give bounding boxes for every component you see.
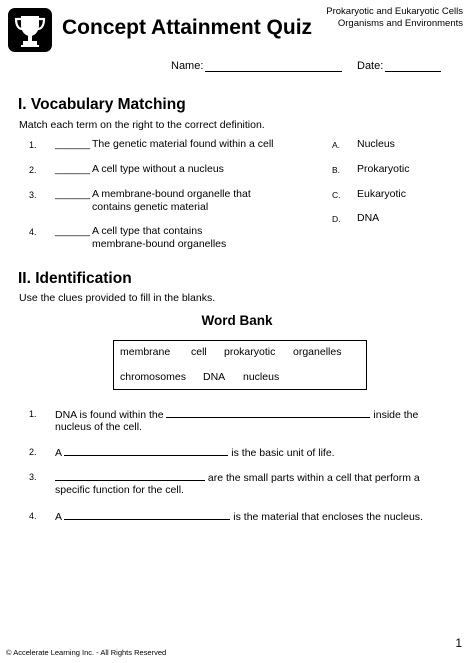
definition-text: membrane-bound organelles bbox=[92, 238, 227, 250]
date-field[interactable] bbox=[385, 71, 441, 72]
instructions: Match each term on the right to the correct definition. bbox=[19, 119, 265, 131]
clue-text: DNA is found within the bbox=[55, 409, 164, 421]
option-term: DNA bbox=[357, 212, 380, 224]
word-bank-term: membrane bbox=[120, 346, 171, 358]
answer-blank[interactable] bbox=[64, 445, 228, 456]
item-number: 1. bbox=[29, 409, 37, 419]
answer-blank[interactable]: ______ bbox=[55, 163, 91, 175]
item-number: 4. bbox=[29, 227, 37, 237]
clue-text: inside the bbox=[373, 409, 419, 421]
trophy-icon bbox=[8, 8, 52, 52]
name-label: Name: bbox=[171, 60, 204, 72]
section-title: II. Identification bbox=[18, 270, 132, 287]
answer-blank[interactable]: ______ bbox=[55, 138, 91, 150]
word-bank-term: chromosomes bbox=[120, 371, 186, 383]
word-bank-title: Word Bank bbox=[201, 313, 273, 328]
subject-line: Organisms and Environments bbox=[337, 18, 463, 29]
item-number: 3. bbox=[29, 472, 37, 482]
answer-blank[interactable] bbox=[64, 509, 230, 520]
item-number: 3. bbox=[29, 190, 37, 200]
option-term: Nucleus bbox=[357, 138, 395, 150]
definition-text: A cell type that contains bbox=[92, 225, 203, 237]
word-bank-term: DNA bbox=[203, 371, 226, 383]
subject-line: Prokaryotic and Eukaryotic Cells bbox=[326, 6, 463, 17]
definition-text: A cell type without a nucleus bbox=[92, 163, 224, 175]
page-title: Concept Attainment Quiz bbox=[62, 16, 313, 39]
definition-text: contains genetic material bbox=[92, 201, 209, 213]
logo bbox=[8, 8, 52, 52]
word-bank-term: cell bbox=[191, 346, 207, 358]
definition-text: The genetic material found within a cell bbox=[92, 138, 274, 150]
answer-blank[interactable]: ______ bbox=[55, 225, 91, 237]
word-bank-term: prokaryotic bbox=[224, 346, 276, 358]
answer-blank[interactable]: ______ bbox=[55, 188, 91, 200]
item-number: 4. bbox=[29, 511, 37, 521]
instructions: Use the clues provided to fill in the blanks. bbox=[19, 292, 216, 304]
option-letter: A. bbox=[332, 140, 341, 150]
name-field[interactable] bbox=[205, 71, 342, 72]
clue-text: A bbox=[55, 511, 62, 523]
clue-text: nucleus of the cell. bbox=[55, 421, 142, 433]
option-letter: B. bbox=[332, 165, 341, 175]
option-term: Eukaryotic bbox=[357, 188, 407, 200]
definition-text: A membrane-bound organelle that bbox=[92, 188, 251, 200]
section-title: I. Vocabulary Matching bbox=[18, 96, 186, 113]
word-bank-term: nucleus bbox=[243, 371, 280, 383]
clue-text: are the small parts within a cell that perform a bbox=[207, 472, 420, 484]
answer-blank[interactable] bbox=[166, 407, 370, 418]
word-bank-term: organelles bbox=[293, 346, 342, 358]
option-letter: C. bbox=[332, 190, 341, 200]
clue-text: A bbox=[55, 447, 62, 459]
word-bank bbox=[113, 340, 367, 390]
clue-text: is the basic unit of life. bbox=[231, 447, 335, 459]
date-label: Date: bbox=[357, 60, 384, 72]
clue-text: is the material that encloses the nucleus. bbox=[233, 511, 423, 523]
answer-blank[interactable] bbox=[55, 470, 205, 481]
copyright-text: © Accelerate Learning Inc. - All Rights Reserved bbox=[6, 648, 167, 657]
clue-text: specific function for the cell. bbox=[55, 484, 184, 496]
page-number: 1 bbox=[455, 636, 462, 650]
item-number: 2. bbox=[29, 447, 37, 457]
option-letter: D. bbox=[332, 214, 341, 224]
item-number: 1. bbox=[29, 140, 37, 150]
item-number: 2. bbox=[29, 165, 37, 175]
option-term: Prokaryotic bbox=[357, 163, 410, 175]
